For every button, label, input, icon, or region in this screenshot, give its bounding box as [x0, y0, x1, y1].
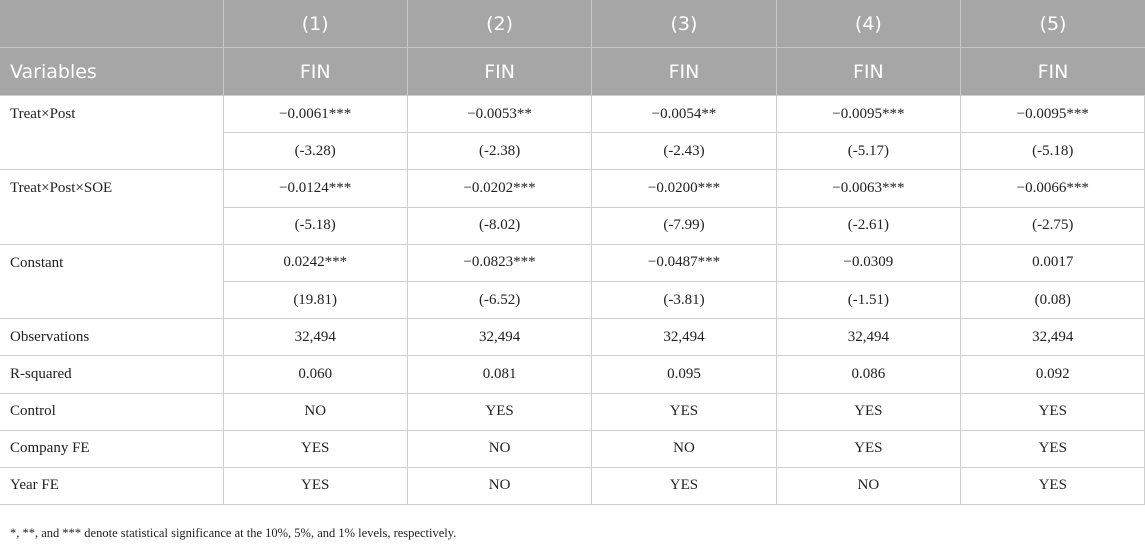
t-stat-cell: (-3.81) [592, 281, 776, 318]
t-stat-cell: (-5.17) [776, 133, 960, 170]
value-cell: NO [776, 467, 960, 504]
value-cell: YES [592, 467, 776, 504]
value-cell: YES [776, 430, 960, 467]
value-cell: YES [961, 430, 1145, 467]
value-cell: YES [223, 467, 407, 504]
t-stat-cell: (0.08) [961, 281, 1145, 318]
value-cell: NO [592, 430, 776, 467]
row-label-company-fe: Company FE [0, 430, 223, 467]
table-header [0, 0, 1145, 96]
column-number: (1) [223, 0, 407, 48]
coefficient-cell: −0.0053** [407, 96, 591, 133]
coefficient-cell: −0.0066*** [961, 170, 1145, 207]
value-cell: YES [961, 467, 1145, 504]
value-cell: 0.095 [592, 356, 776, 393]
coefficient-cell: −0.0823*** [407, 244, 591, 281]
dependent-variable: FIN [407, 48, 591, 96]
column-number: (2) [407, 0, 591, 48]
value-cell: 0.081 [407, 356, 591, 393]
coefficient-cell: −0.0095*** [776, 96, 960, 133]
table-row [0, 393, 1145, 430]
coefficient-cell: 0.0017 [961, 244, 1145, 281]
table-footnote: *, **, and *** denote statistical significance at the 10%, 5%, and 1% levels, respectively. [10, 526, 457, 540]
column-number: (3) [592, 0, 776, 48]
row-label-treat-post-soe: Treat×Post×SOE [0, 170, 223, 244]
value-cell: YES [776, 393, 960, 430]
row-label-treat-post: Treat×Post [0, 96, 223, 170]
value-cell: 0.092 [961, 356, 1145, 393]
value-cell: NO [407, 467, 591, 504]
t-stat-cell: (19.81) [223, 281, 407, 318]
t-stat-cell: (-2.43) [592, 133, 776, 170]
value-cell: 32,494 [592, 319, 776, 356]
variables-header: Variables [0, 48, 223, 96]
value-cell: 0.060 [223, 356, 407, 393]
table-row [0, 170, 1145, 207]
coefficient-cell: −0.0061*** [223, 96, 407, 133]
dependent-variable: FIN [592, 48, 776, 96]
column-number: (4) [776, 0, 960, 48]
coefficient-cell: −0.0487*** [592, 244, 776, 281]
row-label-r-squared: R-squared [0, 356, 223, 393]
row-label-year-fe: Year FE [0, 467, 223, 504]
coefficient-cell: −0.0309 [776, 244, 960, 281]
value-cell: YES [961, 393, 1145, 430]
coefficient-cell: −0.0200*** [592, 170, 776, 207]
header-corner [0, 0, 223, 48]
value-cell: YES [223, 430, 407, 467]
coefficient-cell: −0.0063*** [776, 170, 960, 207]
coefficient-cell: −0.0054** [592, 96, 776, 133]
table-row [0, 356, 1145, 393]
coefficient-cell: −0.0095*** [961, 96, 1145, 133]
t-stat-cell: (-7.99) [592, 207, 776, 244]
dependent-variable: FIN [223, 48, 407, 96]
value-cell: 32,494 [223, 319, 407, 356]
dependent-variable: FIN [961, 48, 1145, 96]
row-label-observations: Observations [0, 319, 223, 356]
coefficient-cell: −0.0202*** [407, 170, 591, 207]
t-stat-cell: (-2.75) [961, 207, 1145, 244]
table-row [0, 467, 1145, 504]
value-cell: NO [407, 430, 591, 467]
value-cell: 32,494 [961, 319, 1145, 356]
value-cell: NO [223, 393, 407, 430]
value-cell: 32,494 [776, 319, 960, 356]
table-row [0, 96, 1145, 133]
dependent-variable: FIN [776, 48, 960, 96]
value-cell: 32,494 [407, 319, 591, 356]
column-number: (5) [961, 0, 1145, 48]
t-stat-cell: (-8.02) [407, 207, 591, 244]
t-stat-cell: (-5.18) [223, 207, 407, 244]
t-stat-cell: (-3.28) [223, 133, 407, 170]
value-cell: 0.086 [776, 356, 960, 393]
table-body [0, 96, 1145, 505]
row-label-control: Control [0, 393, 223, 430]
coefficient-cell: 0.0242*** [223, 244, 407, 281]
table-row [0, 244, 1145, 281]
table-row [0, 319, 1145, 356]
t-stat-cell: (-2.38) [407, 133, 591, 170]
coefficient-cell: −0.0124*** [223, 170, 407, 207]
t-stat-cell: (-2.61) [776, 207, 960, 244]
t-stat-cell: (-1.51) [776, 281, 960, 318]
value-cell: YES [592, 393, 776, 430]
table-row [0, 430, 1145, 467]
value-cell: YES [407, 393, 591, 430]
row-label-constant: Constant [0, 244, 223, 318]
t-stat-cell: (-5.18) [961, 133, 1145, 170]
t-stat-cell: (-6.52) [407, 281, 591, 318]
